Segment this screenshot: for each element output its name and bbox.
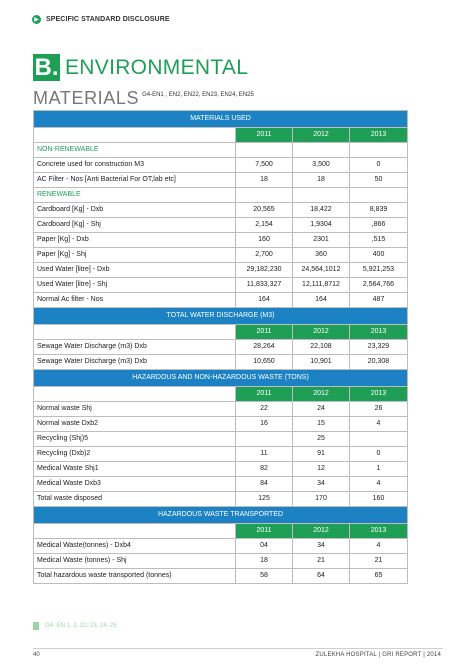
table-row [34, 462, 408, 477]
table-row [34, 492, 408, 507]
footer-divider [33, 648, 443, 649]
row-value: 34 [293, 539, 350, 554]
row-value: 50 [350, 173, 408, 188]
row-value: 21 [293, 554, 350, 569]
year-header-cell: 2013 [350, 325, 408, 340]
table-row [34, 173, 408, 188]
row-label: Paper [Kg] - Dxb [34, 233, 236, 248]
table-row [34, 569, 408, 584]
row-value: 18 [293, 173, 350, 188]
category-label: RENEWABLE [34, 188, 236, 203]
row-value: 04 [236, 539, 293, 554]
footer-report-label: ZULEKHA HOSPITAL | GRI REPORT | 2014 [315, 652, 441, 658]
table-row [34, 447, 408, 462]
materials-heading [33, 88, 254, 109]
category-row [34, 143, 408, 158]
year-header-row [34, 325, 408, 340]
row-label: Cardboard [Kg] - Shj [34, 218, 236, 233]
year-header-blank [34, 325, 236, 340]
year-header-blank [34, 387, 236, 402]
table-row [34, 477, 408, 492]
row-value: 0 [350, 158, 408, 173]
row-value: 4 [350, 417, 408, 432]
side-label-text: G4- EN 1, 2, 22, 23, 24, 25 [45, 623, 117, 629]
year-header-cell: 2011 [236, 325, 293, 340]
row-value: 10,650 [236, 355, 293, 370]
year-header-cell: 2013 [350, 128, 408, 143]
row-value: 16 [236, 417, 293, 432]
materials-codes: G4-EN1 , EN2, EN22, EN23, EN24, EN25 [142, 92, 254, 98]
section-header-cell: HAZARDOUS AND NON-HAZARDOUS WASTE (TONS) [34, 370, 408, 387]
category-blank [236, 143, 293, 158]
row-value: 23,329 [350, 340, 408, 355]
category-label: NON-RENEWABLE [34, 143, 236, 158]
materials-title: MATERIALS [33, 88, 140, 108]
row-value: 82 [236, 462, 293, 477]
row-value: 2,154 [236, 218, 293, 233]
row-value: 15 [293, 417, 350, 432]
row-value: 58 [236, 569, 293, 584]
year-header-blank [34, 128, 236, 143]
year-header-row [34, 387, 408, 402]
row-value: 7,500 [236, 158, 293, 173]
row-value: 4 [350, 477, 408, 492]
table-row [34, 233, 408, 248]
row-value: 24,564,1012 [293, 263, 350, 278]
category-blank [350, 143, 408, 158]
section-header-row [34, 507, 408, 524]
circle-arrow-icon: ▶ [32, 15, 41, 24]
row-value: 2,700 [236, 248, 293, 263]
row-value: 20,565 [236, 203, 293, 218]
row-value: 12 [293, 462, 350, 477]
section-header-cell: TOTAL WATER DISCHARGE (M3) [34, 308, 408, 325]
row-value: 1,9304 [293, 218, 350, 233]
section-heading [33, 54, 248, 81]
row-label: Total hazardous waste transported (tonnes) [34, 569, 236, 584]
section-header-row [34, 370, 408, 387]
row-value: 22,108 [293, 340, 350, 355]
year-header-cell: 2013 [350, 387, 408, 402]
row-value: 3,500 [293, 158, 350, 173]
row-value: 20,308 [350, 355, 408, 370]
year-header-row [34, 128, 408, 143]
table-row [34, 402, 408, 417]
row-value: 360 [293, 248, 350, 263]
row-value: 64 [293, 569, 350, 584]
table-row [34, 203, 408, 218]
table-row [34, 355, 408, 370]
row-value: 24 [293, 402, 350, 417]
year-header-cell: 2012 [293, 325, 350, 340]
row-label: Concrete used for construction M3 [34, 158, 236, 173]
row-value: 65 [350, 569, 408, 584]
header-label: SPECIFIC STANDARD DISCLOSURE [46, 16, 170, 23]
row-value: 34 [293, 477, 350, 492]
row-value: 25 [293, 432, 350, 447]
table-row [34, 248, 408, 263]
category-blank [293, 143, 350, 158]
page-header [32, 15, 170, 24]
category-blank [236, 188, 293, 203]
section-header-row [34, 111, 408, 128]
year-header-row [34, 524, 408, 539]
row-label: Recycling (Shj)5 [34, 432, 236, 447]
table-row [34, 554, 408, 569]
page-number: 40 [33, 652, 40, 658]
row-label: Sewage Water Discharge (m3) Dxb [34, 355, 236, 370]
row-label: Used Water [litre] - Dxb [34, 263, 236, 278]
row-value: 91 [293, 447, 350, 462]
row-value: ,866 [350, 218, 408, 233]
row-label: Total waste disposed [34, 492, 236, 507]
row-value: 29,182,230 [236, 263, 293, 278]
row-value: 8,839 [350, 203, 408, 218]
table-row [34, 278, 408, 293]
section-header-cell: HAZARDOUS WASTE TRANSPORTED [34, 507, 408, 524]
row-value: 170 [293, 492, 350, 507]
row-label: Cardboard [Kg] - Dxb [34, 203, 236, 218]
row-value: 18 [236, 554, 293, 569]
table-row [34, 293, 408, 308]
row-label: Paper [Kg] - Shj [34, 248, 236, 263]
row-value: 26 [350, 402, 408, 417]
year-header-cell: 2011 [236, 524, 293, 539]
year-header-cell: 2011 [236, 128, 293, 143]
row-label: Normal Ac filter - Nos [34, 293, 236, 308]
row-value: 2301 [293, 233, 350, 248]
row-label: Normal waste Shj [34, 402, 236, 417]
row-value: 21 [350, 554, 408, 569]
row-value: 0 [350, 447, 408, 462]
row-value: 11,833,327 [236, 278, 293, 293]
row-value: 125 [236, 492, 293, 507]
row-label: Medical Waste Shj1 [34, 462, 236, 477]
row-value: 160 [350, 492, 408, 507]
section-header-row [34, 308, 408, 325]
section-header-cell: MATERIALS USED [34, 111, 408, 128]
table-row [34, 539, 408, 554]
year-header-blank [34, 524, 236, 539]
row-value: 18 [236, 173, 293, 188]
row-label: AC Filter - Nos [Anti Bacterial For OT,lab etc] [34, 173, 236, 188]
side-label [33, 622, 117, 630]
row-value: 22 [236, 402, 293, 417]
row-value: 84 [236, 477, 293, 492]
table-row [34, 432, 408, 447]
row-value: 4 [350, 539, 408, 554]
row-value: 12,111,8712 [293, 278, 350, 293]
row-label: Sewage Water Discharge (m3) Dxb [34, 340, 236, 355]
table-row [34, 218, 408, 233]
section-letter: B. [34, 53, 59, 81]
table-row [34, 417, 408, 432]
section-title: ENVIRONMENTAL [65, 55, 249, 79]
environment-table [33, 110, 408, 584]
category-row [34, 188, 408, 203]
year-header-cell: 2011 [236, 387, 293, 402]
category-blank [350, 188, 408, 203]
year-header-cell: 2012 [293, 524, 350, 539]
row-label: Normal waste Dxb2 [34, 417, 236, 432]
row-label: Medical Waste (tonnes) - Shj [34, 554, 236, 569]
year-header-cell: 2012 [293, 128, 350, 143]
row-label: Medical Waste Dxb3 [34, 477, 236, 492]
row-value: 18,422 [293, 203, 350, 218]
row-label: Used Water [litre] - Shj [34, 278, 236, 293]
side-chip [33, 622, 39, 630]
row-value: 1 [350, 462, 408, 477]
row-value: ,515 [350, 233, 408, 248]
row-value: 28,264 [236, 340, 293, 355]
row-value: 400 [350, 248, 408, 263]
year-header-cell: 2012 [293, 387, 350, 402]
row-value [236, 432, 293, 447]
row-label: Recycling (Dxb)2 [34, 447, 236, 462]
row-label: Medical Waste(tonnes) - Dxb4 [34, 539, 236, 554]
category-blank [293, 188, 350, 203]
row-value: 160 [236, 233, 293, 248]
row-value: 164 [236, 293, 293, 308]
row-value: 11 [236, 447, 293, 462]
row-value: 164 [293, 293, 350, 308]
row-value: 5,921,253 [350, 263, 408, 278]
year-header-cell: 2013 [350, 524, 408, 539]
row-value: 487 [350, 293, 408, 308]
row-value: 10,901 [293, 355, 350, 370]
table-row [34, 263, 408, 278]
table-row [34, 158, 408, 173]
row-value: 2,564,766 [350, 278, 408, 293]
row-value [350, 432, 408, 447]
table-row [34, 340, 408, 355]
